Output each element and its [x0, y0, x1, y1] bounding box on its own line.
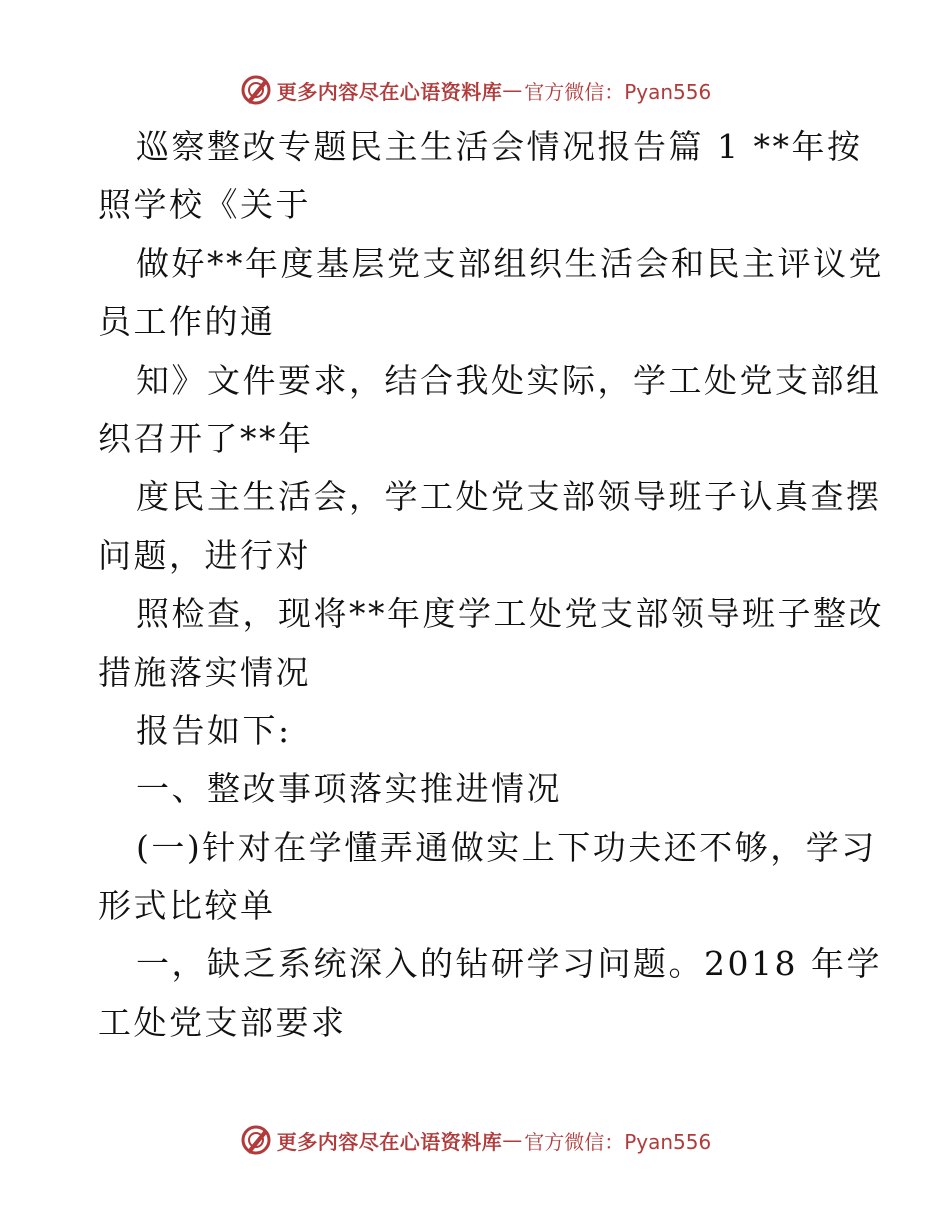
text-line: 巡察整改专题民主生活会情况报告篇 1 **年按 — [136, 127, 863, 166]
text-line: (一)针对在学懂弄通做实上下功夫还不够，学习 — [136, 827, 877, 867]
text-line: 知》文件要求，结合我处实际，学工处党支部组 — [136, 360, 882, 400]
body-text — [98, 118, 884, 1052]
text-line: 问题，进行对 — [98, 535, 311, 575]
text-line: 照检查，现将**年度学工处党支部领导班子整改 — [136, 594, 884, 634]
watermark-site-text: 更多内容尽在心语资料库 — [276, 1129, 503, 1154]
text-line: 做好**年度基层党支部组织生活会和民主评议党 — [136, 243, 884, 283]
watermark-separator: — — [502, 78, 523, 102]
section-heading: 一、整改事项落实推进情况 — [136, 769, 562, 809]
text-line: 工处党支部要求 — [98, 1002, 347, 1042]
text-line: 形式比较单 — [98, 886, 276, 926]
pen-logo-icon — [239, 1123, 273, 1157]
watermark-wechat-text: 官方微信：Pyan556 — [524, 79, 712, 104]
pen-logo-icon — [239, 73, 273, 107]
text-line: 员工作的通 — [98, 302, 276, 342]
text-line: 织召开了**年 — [98, 418, 314, 458]
watermark-separator: — — [502, 1128, 523, 1152]
text-line: 一，缺乏系统深入的钻研学习问题。2018 年学 — [136, 944, 882, 984]
watermark-wechat-text: 官方微信：Pyan556 — [524, 1129, 712, 1154]
watermark-site-text: 更多内容尽在心语资料库 — [276, 79, 503, 104]
text-line: 照学校《关于 — [98, 185, 311, 225]
text-line: 措施落实情况 — [98, 652, 311, 692]
text-line: 度民主生活会，学工处党支部领导班子认真查摆 — [136, 477, 882, 517]
header-watermark — [0, 70, 950, 110]
footer-watermark — [0, 1120, 950, 1160]
text-line: 报告如下: — [136, 710, 292, 750]
